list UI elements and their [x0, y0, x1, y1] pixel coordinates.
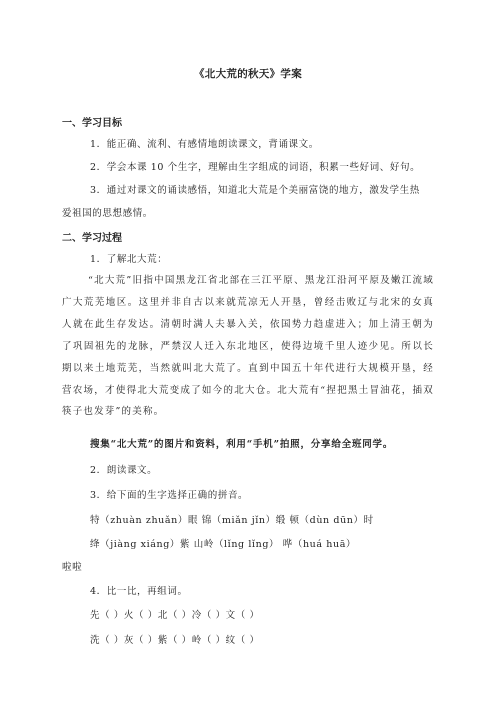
process-item-1: 1．了解北大荒： — [90, 254, 168, 265]
document-title: 《北大荒的秋天》学案 — [194, 68, 302, 80]
pinyin-row-2: 绛（jiàng xiáng）紫 山岭（lǐng lǐng） 哗（huá huā） — [90, 539, 357, 550]
objective-item-1: 1．能正确、流利、有感情地朗读课文，背诵课文。 — [90, 139, 319, 150]
pinyin-row-1: 特（zhuàn zhuǎn）眼 锦（miǎn jǐn）缎 顿（dùn dūn）时 — [90, 515, 374, 526]
process-item-4: 4．比一比，再组词。 — [90, 586, 188, 597]
process-item-2: 2．朗读课文。 — [90, 465, 158, 476]
intro-paragraph: “北大荒”旧指中国黑龙江省北部在三江平原、黑龙江沿河平原及嫩江流域广大荒芜地区。这里并非自古以来就荒凉无人开垦，曾经击败辽与北宋的女真人就在此生存发达。清朝时满人夫暴入关，依国势力趋虚进入；加上清王朝为了巩固祖先的龙脉，严禁汉人迁入东北地区，使得边境千里人迹少见。所以长期以来土地荒芜，当然就叫北大荒了。直到中国五十年代进行大规模开垦，经营农场，才使得北大荒变成了如今的北大仓。北大荒有“捏把黑土冒油花，插双筷子也发芽”的美称。 — [62, 275, 434, 418]
bold-note: 搜集“北大荒”的图片和资料，利用“手机”拍照，分享给全班同学。 — [90, 439, 394, 450]
objective-item-3: 3．通过对课文的诵读感悟，知道北大荒是个美丽富饶的地方，激发学生热 — [90, 185, 420, 196]
process-item-3: 3．给下面的生字选择正确的拼音。 — [90, 490, 249, 501]
pinyin-row-3: 啦啦 — [62, 562, 83, 573]
section-heading-process: 二、学习过程 — [62, 233, 122, 244]
compare-row-2: 洗（ ）灰（ ）紫（ ）岭（ ）纹（ ） — [90, 635, 260, 646]
objective-item-3-cont: 爱祖国的思想感情。 — [62, 208, 153, 219]
section-heading-objectives: 一、学习目标 — [62, 118, 122, 129]
compare-row-1: 先（ ）火（ ）北（ ）冷（ ）文（ ） — [90, 610, 260, 621]
objective-item-2: 2．学会本课 10 个生字，理解由生字组成的词语，积累一些好词、好句。 — [90, 162, 421, 173]
